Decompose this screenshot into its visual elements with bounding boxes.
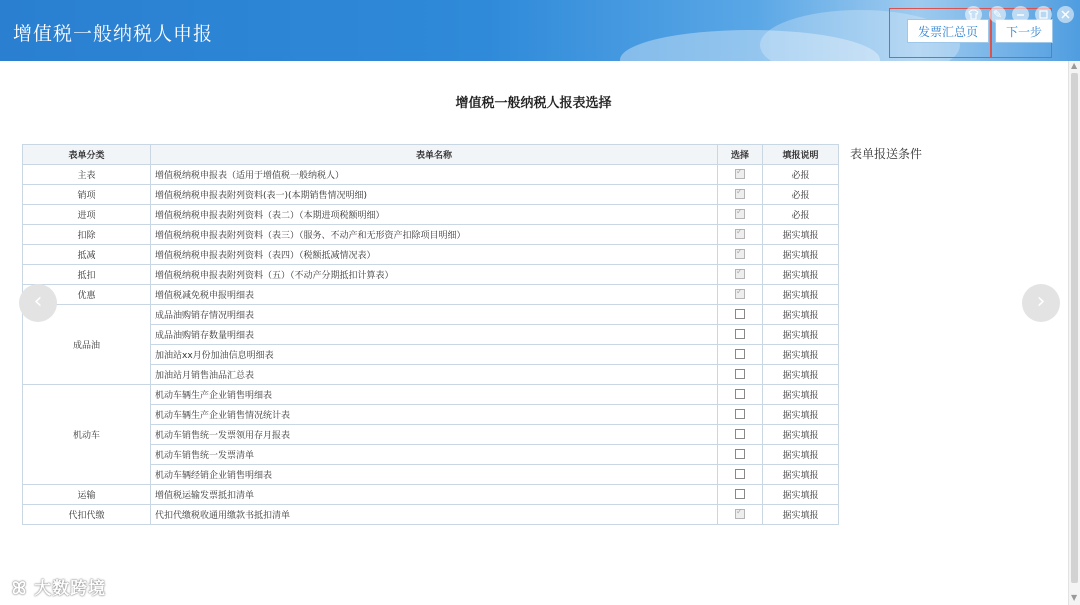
row-category: 抵减 (23, 245, 151, 265)
row-instructions: 据实填报 (763, 265, 839, 285)
row-select-cell (718, 385, 763, 405)
row-select-cell (718, 285, 763, 305)
row-select-cell (718, 445, 763, 465)
row-category: 成品油 (23, 305, 151, 385)
watermark-logo (12, 574, 106, 599)
table-header-row (23, 145, 839, 165)
row-select-cell (718, 325, 763, 345)
next-step-button[interactable]: 下一步 (995, 19, 1053, 43)
row-instructions: 据实填报 (763, 425, 839, 445)
row-form-name: 机动车销售统一发票清单 (151, 445, 718, 465)
table-row (23, 485, 839, 505)
row-select-cell (718, 365, 763, 385)
scroll-down-icon[interactable]: ▼ (1071, 593, 1078, 602)
row-instructions: 据实填报 (763, 405, 839, 425)
row-form-name: 机动车辆经销企业销售明细表 (151, 465, 718, 485)
row-checkbox (735, 289, 745, 299)
row-instructions: 必报 (763, 185, 839, 205)
row-category: 扣除 (23, 225, 151, 245)
vertical-scrollbar[interactable] (1068, 61, 1080, 605)
row-instructions: 据实填报 (763, 445, 839, 465)
row-instructions: 据实填报 (763, 365, 839, 385)
page-title: 增值税一般纳税人报表选择 (455, 96, 612, 111)
table-row (23, 165, 839, 185)
column-header-select: 选择 (718, 145, 763, 165)
row-select-cell (718, 465, 763, 485)
table-row (23, 505, 839, 525)
row-instructions: 据实填报 (763, 285, 839, 305)
title-bar (0, 0, 1080, 61)
chevron-right-icon: › (1036, 289, 1046, 314)
column-header-form-name: 表单名称 (151, 145, 718, 165)
column-header-instructions: 填报说明 (763, 145, 839, 165)
table-row (23, 225, 839, 245)
form-selection-table (22, 144, 839, 525)
row-form-name: 机动车销售统一发票领用存月报表 (151, 425, 718, 445)
maximize-icon[interactable] (1035, 6, 1052, 23)
row-select-cell (718, 305, 763, 325)
row-form-name: 机动车辆生产企业销售情况统计表 (151, 405, 718, 425)
row-checkbox[interactable] (735, 429, 745, 439)
row-category: 优惠 (23, 285, 151, 305)
row-select-cell (718, 505, 763, 525)
row-select-cell (718, 485, 763, 505)
watermark-text: 大数跨境 (34, 579, 107, 599)
close-icon[interactable] (1057, 6, 1074, 23)
shirt-icon[interactable] (965, 6, 982, 23)
app-title: 增值税一般纳税人申报 (13, 23, 214, 45)
row-instructions: 据实填报 (763, 305, 839, 325)
row-instructions: 据实填报 (763, 465, 839, 485)
row-instructions: 据实填报 (763, 245, 839, 265)
table-row (23, 245, 839, 265)
row-checkbox[interactable] (735, 409, 745, 419)
prev-page-button[interactable] (19, 284, 57, 322)
row-checkbox (735, 169, 745, 179)
row-instructions: 据实填报 (763, 345, 839, 365)
table-row (23, 265, 839, 285)
row-form-name: 加油站xx月份加油信息明细表 (151, 345, 718, 365)
row-checkbox[interactable] (735, 469, 745, 479)
row-instructions: 据实填报 (763, 485, 839, 505)
row-select-cell (718, 425, 763, 445)
row-checkbox (735, 509, 745, 519)
table-row (23, 205, 839, 225)
minimize-icon[interactable] (1012, 6, 1029, 23)
row-form-name: 增值税纳税申报表附列资料（表二）（本期进项税额明细） (151, 205, 718, 225)
column-header-category: 表单分类 (23, 145, 151, 165)
row-category: 进项 (23, 205, 151, 225)
row-checkbox[interactable] (735, 369, 745, 379)
row-select-cell (718, 345, 763, 365)
gear-icon[interactable]: ✎ (989, 6, 1006, 23)
row-category: 销项 (23, 185, 151, 205)
submission-conditions-label: 表单报送条件 (850, 147, 923, 161)
row-form-name: 成品油购销存数量明细表 (151, 325, 718, 345)
row-instructions: 据实填报 (763, 225, 839, 245)
table-row (23, 185, 839, 205)
table-row (23, 305, 839, 325)
watermark-mark-icon: ꕤ (12, 579, 28, 599)
row-category: 运输 (23, 485, 151, 505)
row-instructions: 必报 (763, 165, 839, 185)
row-form-name: 增值税纳税申报表附列资料（五）（不动产分期抵扣计算表） (151, 265, 718, 285)
row-checkbox[interactable] (735, 309, 745, 319)
row-checkbox (735, 269, 745, 279)
row-category: 抵扣 (23, 265, 151, 285)
scrollbar-thumb[interactable] (1071, 73, 1078, 583)
row-category: 机动车 (23, 385, 151, 485)
row-checkbox (735, 209, 745, 219)
row-form-name: 代扣代缴税收通用缴款书抵扣清单 (151, 505, 718, 525)
row-select-cell (718, 205, 763, 225)
row-select-cell (718, 245, 763, 265)
row-checkbox[interactable] (735, 489, 745, 499)
next-page-arrow-button[interactable] (1022, 284, 1060, 322)
row-select-cell (718, 185, 763, 205)
row-form-name: 增值税纳税申报表附列资料（表四）（税额抵减情况表） (151, 245, 718, 265)
row-checkbox[interactable] (735, 389, 745, 399)
row-select-cell (718, 225, 763, 245)
row-instructions: 据实填报 (763, 505, 839, 525)
table-row (23, 385, 839, 405)
row-form-name: 增值税纳税申报表（适用于增值税一般纳税人） (151, 165, 718, 185)
row-checkbox (735, 229, 745, 239)
row-category: 代扣代缴 (23, 505, 151, 525)
chevron-left-icon: ‹ (33, 289, 43, 314)
row-form-name: 加油站月销售油品汇总表 (151, 365, 718, 385)
row-checkbox[interactable] (735, 329, 745, 339)
row-form-name: 增值税减免税申报明细表 (151, 285, 718, 305)
row-form-name: 增值税纳税申报表附列资料(表一)(本期销售情况明细) (151, 185, 718, 205)
row-instructions: 据实填报 (763, 325, 839, 345)
row-checkbox[interactable] (735, 449, 745, 459)
row-form-name: 增值税纳税申报表附列资料（表三）（服务、不动产和无形资产扣除项目明细） (151, 225, 718, 245)
invoice-summary-button[interactable]: 发票汇总页 (907, 19, 989, 43)
row-checkbox (735, 189, 745, 199)
row-form-name: 机动车辆生产企业销售明细表 (151, 385, 718, 405)
row-select-cell (718, 405, 763, 425)
row-form-name: 成品油购销存情况明细表 (151, 305, 718, 325)
row-instructions: 必报 (763, 205, 839, 225)
row-select-cell (718, 265, 763, 285)
row-category: 主表 (23, 165, 151, 185)
table-row (23, 285, 839, 305)
scroll-up-icon[interactable]: ▲ (1071, 61, 1078, 70)
row-checkbox[interactable] (735, 349, 745, 359)
row-form-name: 增值税运输发票抵扣清单 (151, 485, 718, 505)
row-select-cell (718, 165, 763, 185)
row-instructions: 据实填报 (763, 385, 839, 405)
row-checkbox (735, 249, 745, 259)
